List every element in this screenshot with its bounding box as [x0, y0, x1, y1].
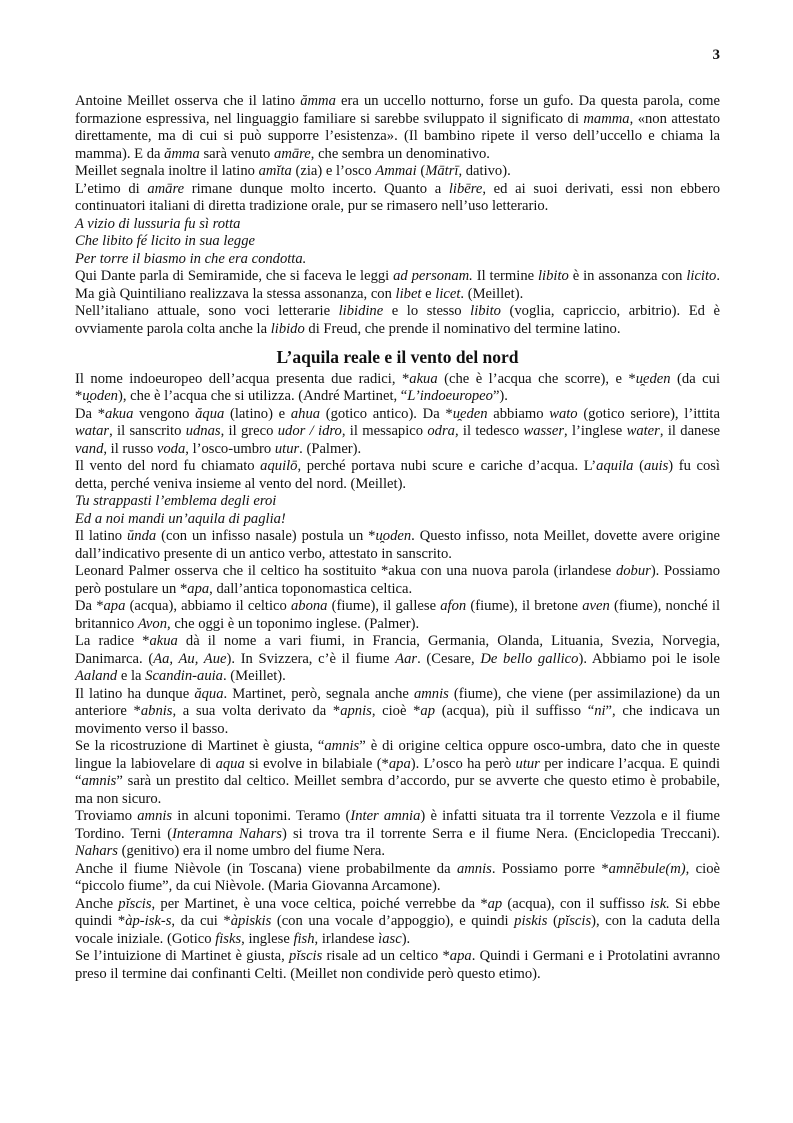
italic-text: akua — [105, 405, 134, 422]
italic-text: Interamna Nahars — [172, 825, 282, 842]
italic-text: wato — [549, 405, 578, 422]
italic-text: odra — [427, 423, 455, 439]
text-run: (acqua), abbiamo il celtico — [125, 598, 291, 614]
text-run: ) fu così detta, perché veniva insieme al vento del nord. (Meillet). — [75, 458, 720, 492]
paragraph — [75, 511, 720, 529]
italic-text: amāre — [147, 180, 185, 197]
text-run: Da * — [75, 598, 104, 614]
italic-text: amnis — [324, 738, 360, 754]
text-run: , per Martinet, è una voce celtica, poiché verrebbe da * — [151, 895, 488, 912]
italic-text: Avon — [137, 615, 168, 632]
italic-text: A vizio di lussuria fu sì rotta — [75, 215, 241, 232]
italic-text: udnas — [185, 423, 221, 439]
text-run: ) è infatti situata tra il torrente Vezzola e il fiume Tordino. Terni ( — [75, 808, 720, 842]
text-run: Il nome indoeuropeo dell’acqua presenta due radici, * — [75, 370, 410, 387]
text-run: ). Possiamo però postulare un * — [75, 563, 720, 597]
italic-text: aquilō — [260, 458, 298, 474]
text-run: ( — [547, 913, 558, 929]
text-run: Anche — [75, 895, 119, 912]
italic-text: vand — [75, 440, 104, 457]
text-run: e lo stesso — [383, 303, 471, 319]
paragraph — [75, 181, 720, 216]
text-run: . Quindi i Germani e i Protolatini avranno preso il termine dai confinanti Celti. (Meillet non condivide però questo etimo). — [75, 948, 720, 982]
italic-text: water — [626, 423, 660, 439]
text-run: . (Cesare, — [417, 650, 481, 667]
italic-text: voda — [156, 440, 186, 457]
italic-text: Ammai — [375, 163, 417, 179]
italic-text: piskis — [514, 913, 548, 929]
italic-text: libito — [470, 303, 501, 319]
italic-text: ni — [594, 703, 606, 719]
text-run: sarà venuto — [199, 145, 275, 162]
italic-text: àpiskis — [230, 913, 272, 929]
text-run: (con una vocale d’appoggio), e quindi — [271, 913, 515, 929]
text-run: , il tedesco — [454, 423, 524, 439]
paragraph — [75, 163, 720, 181]
italic-text: àp-isk-s — [125, 913, 172, 929]
italic-text: ăqua — [194, 685, 224, 702]
italic-text: L’indoeuropeo — [407, 388, 493, 404]
text-run: (latino) e — [224, 405, 291, 422]
text-run: ). In Svizzera, c’è il fiume — [226, 650, 396, 667]
text-run: rimane dunque molto incerto. Quanto a — [184, 180, 449, 197]
paragraph — [75, 251, 720, 269]
italic-text: ŭnda — [127, 528, 157, 544]
paragraph — [75, 686, 720, 739]
italic-text: isk. — [649, 895, 670, 912]
italic-text: ìasc — [378, 930, 402, 947]
paragraph — [75, 598, 720, 633]
text-run: , da cui * — [171, 913, 231, 929]
text-run: . Martinet, però, segnala anche — [223, 685, 414, 702]
text-run: (zia) e l’osco — [291, 163, 376, 179]
italic-text: udor / idro — [277, 423, 342, 439]
text-run: Qui Dante parla di Semiramide, che si faceva le leggi — [75, 268, 394, 284]
italic-text: libito — [538, 268, 569, 284]
text-run: Il latino ha dunque — [75, 685, 195, 702]
italic-text: Tu strappasti l’emblema degli eroi — [75, 493, 277, 509]
text-run: , il messapico — [341, 423, 428, 439]
text-run: e — [421, 285, 436, 302]
text-run: di Freud, che prende il nominativo del termine latino. — [304, 320, 621, 337]
italic-text: amĭta — [258, 163, 292, 179]
italic-text: libēre — [448, 180, 483, 197]
text-run: . (Palmer). — [299, 440, 362, 457]
italic-text: aquila — [596, 458, 634, 474]
text-run: Leonard Palmer osserva che il celtico ha sostituito *akua con una nuova parola (irlandese — [75, 563, 616, 579]
text-run: abbiamo — [487, 405, 550, 422]
italic-text: Nahars — [75, 843, 118, 859]
aquila-section — [75, 371, 720, 984]
italic-text: amnis — [137, 808, 173, 824]
text-run: (gotico seriore), l’ittita — [577, 405, 720, 422]
text-run: si evolve in bilabiale (* — [244, 755, 389, 772]
text-run: , il greco — [220, 423, 278, 439]
document-body — [75, 93, 720, 983]
text-run: (fiume), nonché il britannico — [75, 598, 720, 632]
text-run: in alcuni toponimi. Teramo ( — [172, 808, 351, 824]
paragraph — [75, 633, 720, 686]
italic-text: ămma — [164, 145, 200, 162]
text-run: ”). — [492, 388, 508, 404]
paragraph — [75, 493, 720, 511]
italic-text: Scandin-auia — [145, 668, 223, 684]
italic-text: apa — [187, 580, 210, 597]
paragraph — [75, 233, 720, 251]
italic-text: Aar — [395, 650, 418, 667]
italic-text: pĭscis — [118, 895, 152, 912]
text-run: ( — [633, 458, 644, 474]
italic-text: amāre — [274, 145, 311, 162]
text-run: (acqua), con il suffisso — [502, 895, 650, 912]
text-run: , «non attestato direttamente, ma di cui si può supporre l’esistenza». (Il bambino ripete il verso dell’uccello e chiama la mamma). E da — [75, 110, 721, 162]
text-run: (che è l’acqua che scorre), e * — [437, 370, 636, 387]
italic-text: aqua — [215, 755, 245, 772]
italic-text: fish — [293, 930, 315, 947]
text-run: (gotico antico). Da * — [320, 405, 453, 422]
text-run: ), che è l’acqua che si utilizza. (André Martinet, “ — [117, 388, 408, 404]
text-run: , che sembra un denominativo. — [310, 145, 490, 162]
text-run: ) si trova tra il torrente Serra e il fiume Nera. (Enciclopedia Treccani). — [281, 825, 721, 842]
text-run: . Questo infisso, nota Meillet, dovette avere origine dall’indicativo presente di un antico verbo, attestato in sanscrito. — [75, 528, 720, 562]
italic-text: u̯oden — [375, 528, 412, 544]
paragraph — [75, 948, 720, 983]
text-run: . (Meillet). — [460, 285, 524, 302]
text-run: ”, che indicava un movimento verso il basso. — [75, 703, 720, 737]
text-run: , dall’antica toponomastica celtica. — [209, 580, 413, 597]
italic-text: Per torre il biasmo in che era condotta. — [75, 250, 307, 267]
italic-text: libido — [270, 320, 305, 337]
text-run: è in assonanza con — [568, 268, 687, 284]
intro-section — [75, 93, 720, 338]
italic-text: licito — [686, 268, 717, 284]
italic-text: De bello gallico — [480, 650, 579, 667]
page-number: 3 — [712, 47, 720, 63]
text-run: ). — [401, 930, 411, 947]
text-run: , a sua volta derivato da * — [172, 703, 341, 719]
text-run: (da cui * — [75, 370, 720, 404]
text-run: ). L’osco ha però — [410, 755, 516, 772]
italic-text: pĭscis — [557, 913, 592, 929]
text-run: ” è di origine celtica oppure osco-umbra, dato che in queste lingue la labiovelare di — [75, 738, 720, 772]
text-run: , cioè * — [371, 703, 421, 719]
text-run: Antoine Meillet osserva che il latino — [75, 93, 301, 109]
italic-text: apa — [388, 755, 411, 772]
paragraph — [75, 216, 720, 234]
italic-text: amnĕbule(m) — [608, 860, 686, 877]
italic-text: Mātrī — [425, 163, 459, 179]
italic-text: u̯oden — [82, 388, 118, 404]
text-run: . Ma già Quintiliano realizzava la stessa assonanza, con — [75, 268, 720, 302]
italic-text: Ed a noi mandi un’aquila di paglia! — [75, 510, 286, 527]
text-run: (con un infisso nasale) postula un * — [156, 528, 376, 544]
text-run: (fiume), che viene (per assimilazione) da un anteriore * — [75, 685, 720, 719]
paragraph — [75, 563, 720, 598]
text-run: Il vento del nord fu chiamato — [75, 458, 261, 474]
text-run: , inglese — [241, 930, 294, 947]
text-run: , il danese — [659, 423, 720, 439]
text-run: Da * — [75, 405, 106, 422]
paragraph — [75, 371, 720, 406]
italic-text: ăqua — [195, 405, 225, 422]
italic-text: abnis — [140, 703, 173, 719]
italic-text: ap — [487, 895, 503, 912]
italic-text: abona — [290, 598, 328, 614]
text-run: risale ad un celtico * — [322, 948, 450, 964]
text-run: (acqua), più il suffisso “ — [435, 703, 595, 719]
text-run: , che oggi è un toponimo inglese. (Palmer). — [167, 615, 420, 632]
italic-text: utur — [515, 755, 540, 772]
paragraph — [75, 303, 720, 338]
text-run: Nell’italiano attuale, sono voci letterarie — [75, 303, 339, 319]
text-run: (fiume), il bretone — [466, 598, 583, 614]
text-run: , irlandese — [314, 930, 379, 947]
text-run: L’etimo di — [75, 180, 148, 197]
paragraph — [75, 861, 720, 896]
italic-text: apa — [103, 598, 126, 614]
text-run: Meillet segnala inoltre il latino — [75, 163, 259, 179]
italic-text: fisks — [215, 930, 242, 947]
paragraph — [75, 738, 720, 808]
text-run: ). Abbiamo poi le isole — [578, 650, 721, 667]
text-run: , il russo — [103, 440, 157, 457]
italic-text: watar — [75, 423, 110, 439]
italic-text: mamma — [583, 110, 630, 127]
text-run: , il sanscrito — [109, 423, 186, 439]
text-run: ” sarà un prestito dal celtico. Meillet sembra d’accordo, pur se avverte che questo etimo è probabile, ma non sicuro. — [75, 773, 720, 807]
italic-text: libet — [395, 285, 422, 302]
text-run: , perché portava nubi scure e cariche d’acqua. L’ — [297, 458, 597, 474]
italic-text: dobur — [615, 563, 651, 579]
italic-text: akua — [409, 370, 438, 387]
italic-text: u̯eden — [452, 405, 488, 422]
italic-text: afon — [440, 598, 467, 614]
italic-text: libidine — [338, 303, 384, 319]
italic-text: apa — [449, 948, 472, 964]
text-run: Si ebbe quindi * — [75, 895, 720, 929]
section-heading: L’aquila reale e il vento del nord — [276, 347, 519, 367]
text-run: ), con la caduta della vocale iniziale. (Gotico — [75, 913, 721, 947]
italic-text: ad personam. — [393, 268, 473, 284]
text-run: . (Meillet). — [222, 668, 286, 684]
italic-text: apnis — [340, 703, 372, 719]
italic-text: pĭscis — [289, 948, 323, 964]
italic-text: amnis — [81, 773, 117, 789]
text-run: , l’osco-umbro — [185, 440, 275, 457]
italic-text: utur — [274, 440, 300, 457]
italic-text: Aa, Au, Aue — [153, 650, 227, 667]
italic-text: amnis — [456, 860, 492, 877]
paragraph — [75, 93, 720, 163]
text-run: dà il nome a vari fiumi, in Francia, Germania, Olanda, Lituania, Svezia, Norvegia, Danimarca. ( — [75, 633, 720, 667]
text-run: per indicare l’acqua. E quindi “ — [75, 755, 721, 789]
italic-text: ap — [420, 703, 436, 719]
text-run: Anche il fiume Nièvole (in Toscana) viene probabilmente da — [75, 860, 457, 877]
paragraph — [75, 528, 720, 563]
italic-text: Aaland — [75, 668, 118, 684]
paragraph — [75, 896, 720, 949]
text-run: , l’inglese — [564, 423, 627, 439]
text-run: La radice * — [75, 633, 150, 649]
paragraph — [75, 406, 720, 459]
text-run: ( — [416, 163, 426, 179]
text-run: Il termine — [472, 268, 538, 284]
italic-text: amnis — [413, 685, 449, 702]
text-run: e la — [117, 668, 146, 684]
text-run: Il latino — [75, 528, 127, 544]
text-run: (genitivo) era il nome umbro del fiume Nera. — [117, 843, 386, 859]
text-run: , dativo). — [458, 163, 511, 179]
text-run: Se l’intuizione di Martinet è giusta, — [75, 948, 290, 964]
text-run: , cioè “piccolo fiume”, da cui Nièvole. (Maria Giovanna Arcamone). — [75, 860, 720, 894]
italic-text: Inter amnia — [350, 808, 421, 824]
italic-text: Che libito fé licito in sua legge — [75, 233, 255, 249]
text-run: , ed ai suoi derivati, essi non ebbero continuatori italiani di diretta tradizione orale, pur se rimasero nell’uso letterario. — [75, 180, 720, 214]
italic-text: licet — [435, 285, 461, 302]
italic-text: aven — [582, 598, 610, 614]
italic-text: wasser — [523, 423, 565, 439]
text-run: vengono — [133, 405, 196, 422]
italic-text: akua — [149, 633, 178, 649]
italic-text: ahua — [290, 405, 321, 422]
text-run: Troviamo — [75, 808, 138, 824]
italic-text: auis — [643, 458, 669, 474]
paragraph — [75, 268, 720, 303]
italic-text: ămma — [300, 93, 336, 109]
text-run: era un uccello notturno, forse un gufo. Da questa parola, come formazione espressiva, nel linguaggio familiare si sarebbe sviluppato il significato di — [75, 93, 720, 127]
text-run: Se la ricostruzione di Martinet è giusta, “ — [75, 738, 325, 754]
text-run: (fiume), il gallese — [327, 598, 441, 614]
italic-text: u̯eden — [635, 370, 671, 387]
paragraph — [75, 458, 720, 493]
paragraph — [75, 808, 720, 861]
text-run: (voglia, capriccio, arbitrio). Ed è ovviamente parola colta anche la — [75, 303, 720, 337]
text-run: . Possiamo porre * — [491, 860, 609, 877]
